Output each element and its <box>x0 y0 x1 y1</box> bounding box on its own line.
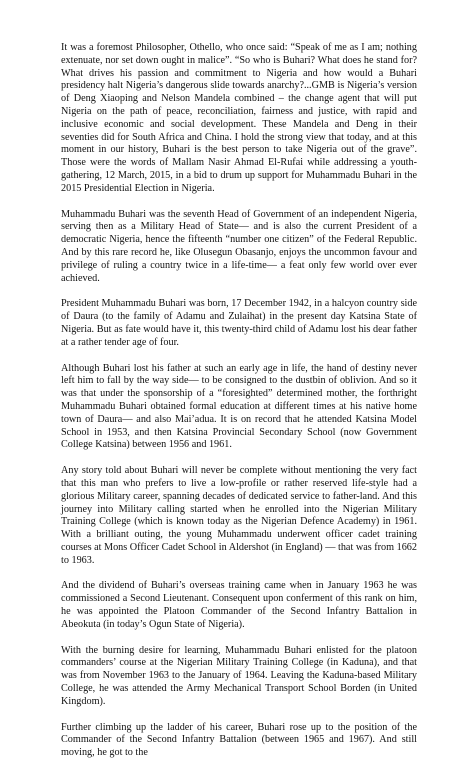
paragraph-5: Any story told about Buhari will never be complete without mentioning the very fact that this man who prefers to live a low-profile or rather reserved life-style had a glorious Military career, spanning decades of dedicated service to father-land. And this journey into Military calling started when he enrolled into the Nigerian Military Training College (which is known today as the Nigerian Defence Academy) in 1961. With a brilliant outing, the young Muhammadu underwent officer cadet training courses at Mons Officer Cadet School in Aldershot (in England) — that was from 1662 to 1963. <box>61 465 417 566</box>
paragraph-6: And the dividend of Buhari’s overseas training came when in January 1963 he was commissioned a Second Lieutenant. Consequent upon conferment of this rank on him, he was appointed the Platoon Commander of the Second Infantry Battalion in Abeokuta (in today’s Ogun State of Nigeria). <box>61 580 417 630</box>
document-page <box>61 42 417 760</box>
paragraph-3: President Muhammadu Buhari was born, 17 December 1942, in a halcyon country side of Daura (to the family of Adamu and Zulaihat) in the present day Katsina State of Nigeria. But as fate would have it, this twenty-third child of Adamu lost his dear father at a rather tender age of four. <box>61 298 417 348</box>
paragraph-4: Although Buhari lost his father at such an early age in life, the hand of destiny never left him to fall by the way side— to be consigned to the dustbin of oblivion. And so it was that under the sponsorship of a “foresighted” determined mother, the forthright Muhammadu Buhari obtained formal education at different times at his native home town of Daura— and also Mai’adua. It is on record that he attended Katsina Model School in 1953, and then Katsina Provincial Secondary School (now Government College Katsina) between 1956 and 1961. <box>61 362 417 451</box>
paragraph-1: It was a foremost Philosopher, Othello, who once said: “Speak of me as I am; nothing extenuate, nor set down ought in malice”. “So who is Buhari? What does he stand for? What drives his passion and commitment to Nigeria and how would a Buhari presidency halt Nigeria’s dangerous slide towards anarchy?...GMB is Nigeria’s version of Deng Xiaoping and Nelson Mandela combined – the change agent that will put Nigeria on the path of peace, reconciliation, fairness and justice, with rapid and inclusive economic and social development. These Mandela and Deng in their seventies did for South Africa and China. I hold the strong view that today, and at this moment in our history, Buhari is the best person to take Nigeria out of the grave”. Those were the words of Mallam Nasir Ahmad El-Rufai while addressing a youth-gathering, 12 March, 2015, in a bid to drum up support for Muhammadu Buhari in the 2015 Presidential Election in Nigeria. <box>61 42 417 194</box>
paragraph-8: Further climbing up the ladder of his career, Buhari rose up to the position of the Commander of the Second Infantry Battalion (between 1965 and 1967). And still moving, he got to the <box>61 721 417 759</box>
paragraph-7: With the burning desire for learning, Muhammadu Buhari enlisted for the platoon commanders’ course at the Nigerian Military Training College (in Kaduna), and that was from November 1963 to the January of 1964. Leaving the Kaduna-based Military College, he was attended the Army Mechanical Transport School Borden (in United Kingdom). <box>61 644 417 707</box>
paragraph-2: Muhammadu Buhari was the seventh Head of Government of an independent Nigeria, serving then as a Military Head of State— and is also the current President of a democratic Nigeria, hence the fifteenth “number one citizen” of the Federal Republic. And by this rare record he, like Olusegun Obasanjo, enjoys the uncommon favour and privilege of ruling a country twice in a life-time— a feat only few world over ever achieved. <box>61 208 417 284</box>
